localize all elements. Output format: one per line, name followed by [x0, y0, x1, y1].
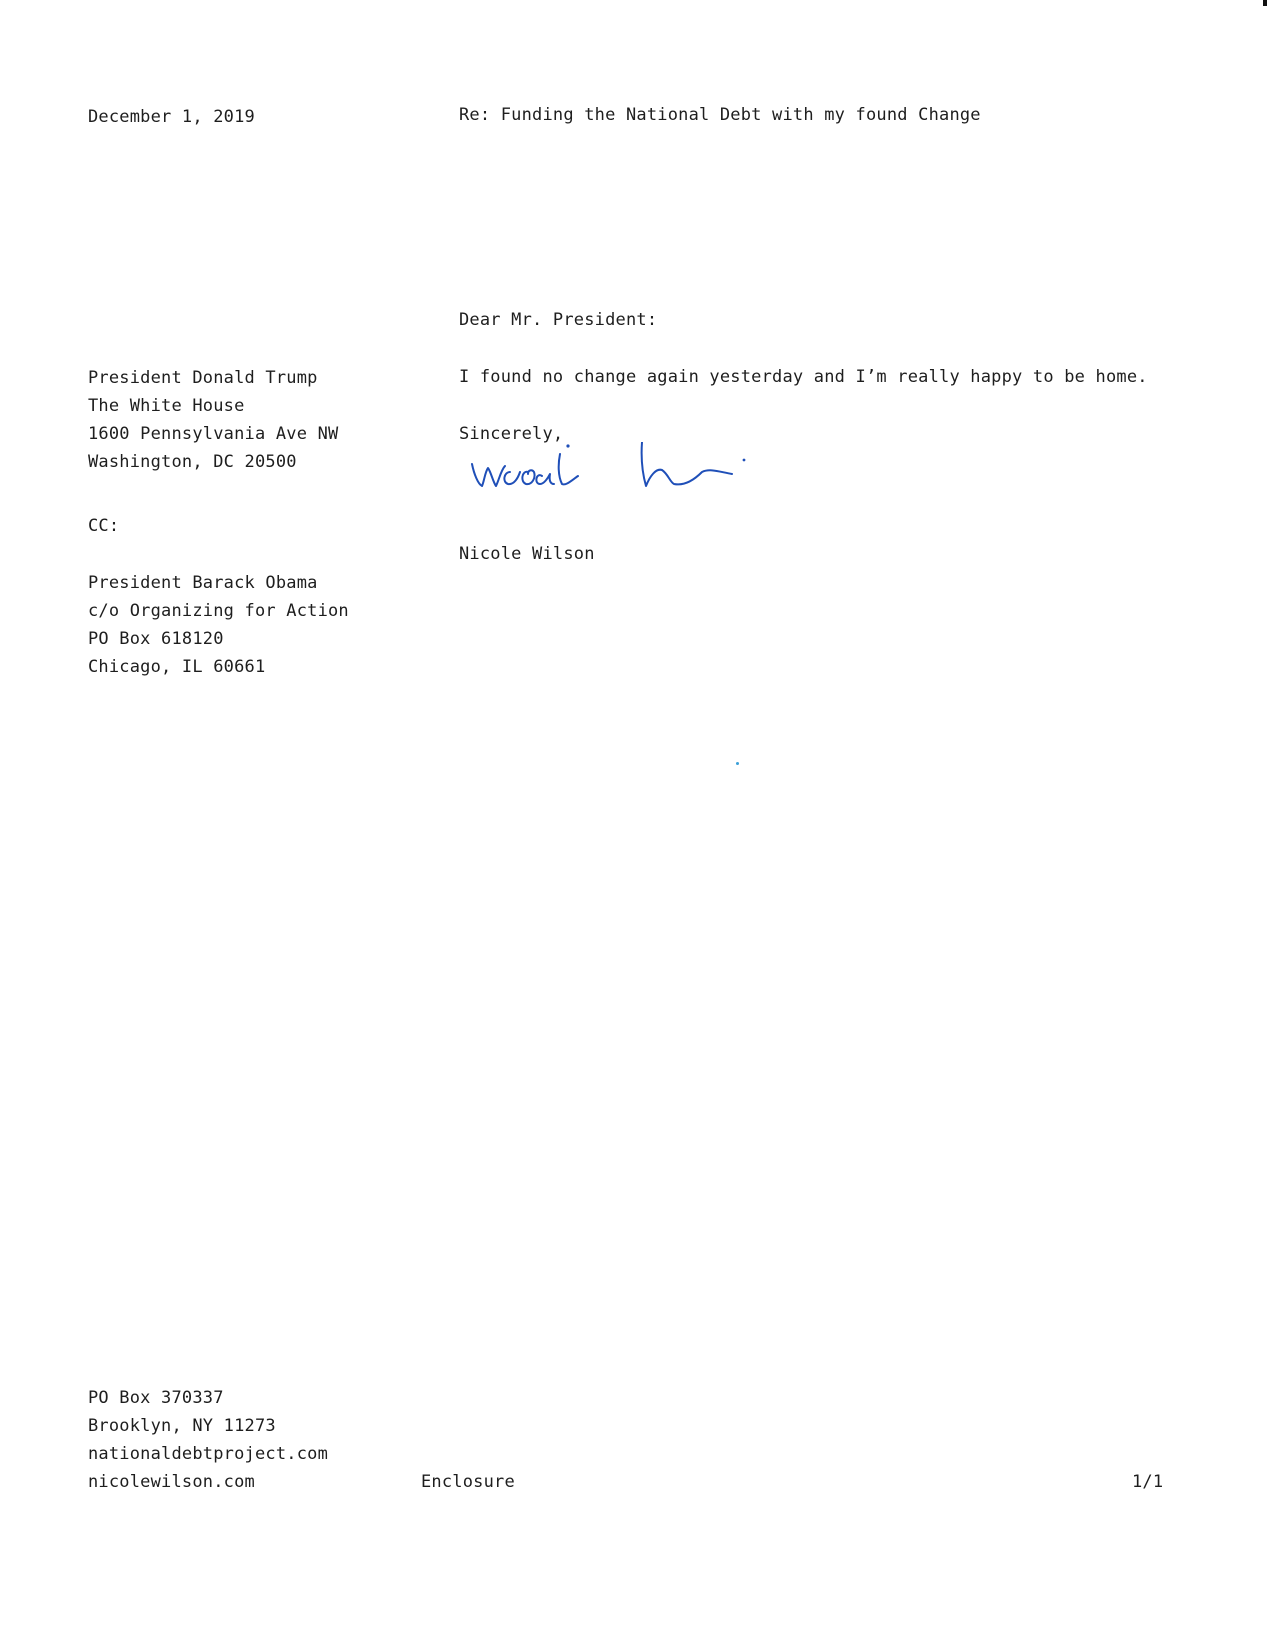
- sender-website: nicolewilson.com: [88, 1472, 255, 1492]
- cc-line: PO Box 618120: [88, 629, 224, 649]
- letter-subject: Re: Funding the National Debt with my found Change: [459, 105, 981, 125]
- cc-label: CC:: [88, 516, 120, 536]
- cc-line: Chicago, IL 60661: [88, 657, 266, 677]
- salutation: Dear Mr. President:: [459, 310, 658, 330]
- scan-corner-mark: [1263, 0, 1267, 6]
- cc-line: President Barack Obama: [88, 573, 318, 593]
- signature-dot: [566, 444, 569, 447]
- signature-dot: [743, 459, 746, 462]
- recipient-address: [88, 364, 338, 476]
- sender-address: [88, 1384, 328, 1496]
- scan-speck: [736, 762, 739, 765]
- recipient-line: The White House: [88, 396, 245, 416]
- recipient-line: 1600 Pennsylvania Ave NW: [88, 424, 339, 444]
- page-number: 1/1: [1132, 1472, 1164, 1492]
- enclosure-note: Enclosure: [421, 1472, 515, 1492]
- letter-body: I found no change again yesterday and I’m really happy to be home.: [459, 367, 1148, 387]
- signer-name: Nicole Wilson: [459, 544, 595, 564]
- recipient-line: Washington, DC 20500: [88, 452, 297, 472]
- closing: Sincerely,: [459, 424, 564, 444]
- sender-line: PO Box 370337: [88, 1388, 224, 1408]
- cc-address: [88, 569, 349, 681]
- letter-date: December 1, 2019: [88, 107, 255, 127]
- cc-line: c/o Organizing for Action: [88, 601, 349, 621]
- recipient-line: President Donald Trump: [88, 368, 318, 388]
- sender-website: nationaldebtproject.com: [88, 1444, 329, 1464]
- sender-line: Brooklyn, NY 11273: [88, 1416, 276, 1436]
- handwritten-signature: [470, 442, 770, 512]
- signature-stroke: [472, 442, 732, 486]
